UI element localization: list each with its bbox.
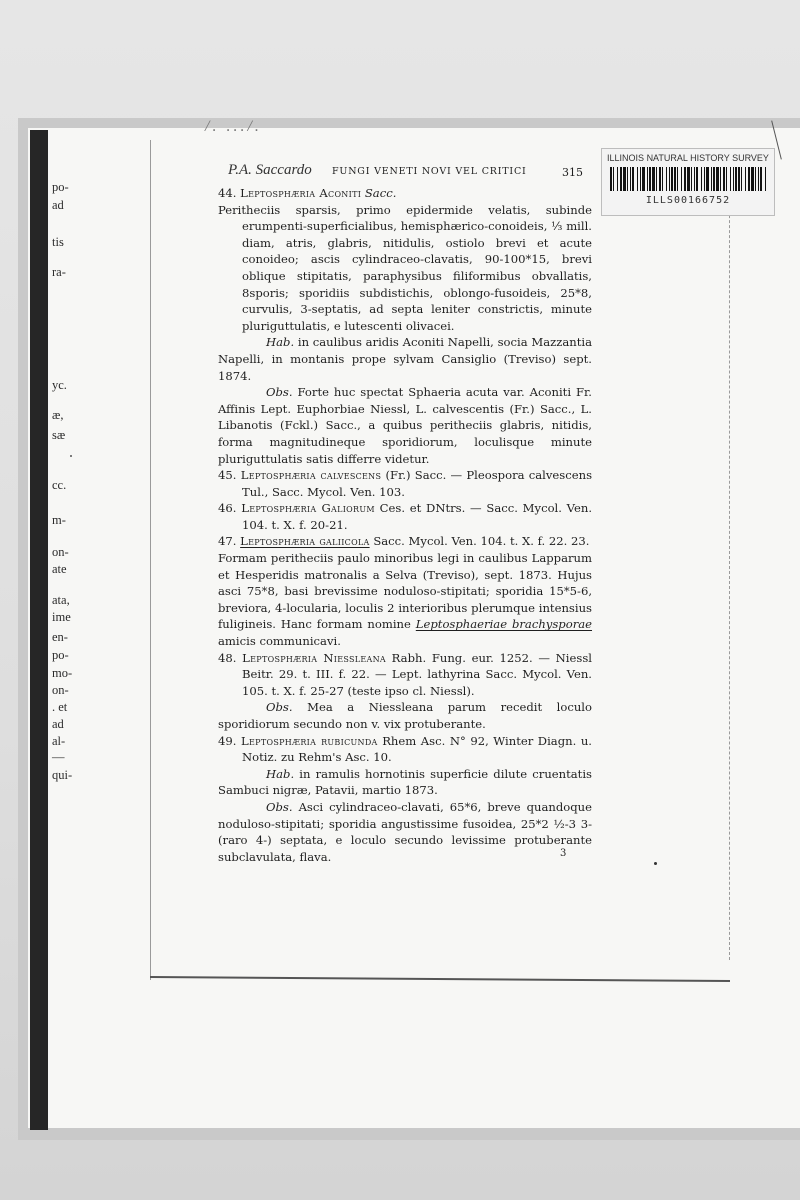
margin-fragment: ata, (52, 593, 70, 607)
label-catalog-id: ILLS00166752 (645, 195, 731, 206)
margin-fragment: æ, (52, 408, 64, 422)
species-name: Leptosphæria Aconiti (240, 186, 362, 200)
entry-text: amicis communicavi. (218, 634, 341, 649)
top-pencil-scribble: /. .../. (205, 118, 262, 135)
obs-label: Obs. (266, 700, 293, 715)
handwritten-author: P.A. Saccardo (228, 162, 312, 178)
entry-44-observation (218, 384, 592, 467)
entry-48 (218, 650, 592, 700)
entry-text: Sacc. Mycol. Ven. 104. t. X. f. 22. 23. (373, 534, 590, 549)
entry-number: 46. (218, 501, 237, 516)
entry-44-habitat (218, 334, 592, 384)
label-institution: ILLINOIS NATURAL HISTORY SURVEY (607, 153, 769, 163)
entry-text: (Fr.) Sacc. — Pleospora calvescens Tul., Sacc. Mycol. Ven. 103. (242, 468, 593, 499)
entry-number: 47. (218, 534, 237, 549)
entry-text: Ces. et DNtrs. — Sacc. Mycol. Ven. 104. t. X. f. 20-21. (242, 501, 593, 532)
margin-fragment: ra- (52, 265, 66, 279)
running-title: FUNGI VENETI NOVI VEL CRITICI (332, 166, 527, 177)
hab-text: in ramulis hornotinis superficie dilute cruentatis Sambuci nigræ, Patavii, martio 1873. (218, 766, 593, 798)
species-name: Leptosphæria Niessleana (242, 650, 386, 665)
entry-number: 45. (218, 468, 237, 483)
margin-fragment: cc. (52, 478, 67, 492)
page-text (218, 185, 592, 865)
column-divider (150, 140, 151, 980)
margin-fragment: al- (52, 734, 66, 748)
entry-46 (218, 500, 592, 533)
entry-47-description (218, 550, 592, 650)
authority: Sacc. (364, 186, 397, 200)
species-name: Leptosphæria galiicola (240, 534, 370, 549)
margin-fragment: — (52, 750, 65, 764)
species-name: Leptosphæria Galiorum (241, 501, 375, 516)
obs-label: Obs. (266, 799, 293, 814)
entry-text: Rabh. Fung. eur. 1252. — Niessl Beitr. 29. t. III. f. 22. — Lept. lathyrina Sacc. Mycol. Ven. 105. t. X. f. 25-27 (teste ipso cl. Niessl). (242, 650, 592, 698)
right-cut-line (729, 180, 730, 960)
signature-mark: 3 (560, 848, 567, 859)
margin-fragment: po- (52, 180, 69, 194)
ink-dot (70, 455, 72, 457)
margin-fragment: . et (52, 700, 68, 714)
margin-fragment: on- (52, 683, 69, 697)
hab-label: Hab. (266, 766, 295, 781)
ink-dot (654, 862, 657, 865)
entry-number: 48. (218, 650, 237, 665)
obs-text: Asci cylindraceo-clavati, 65*6, breve quandoque noduloso-stipitati; sporidia angustissime fusoidea, 25*2 ½-3 3-(raro 4-) septata, e loculo secundo levissime protuberante subclavulata, flava. (218, 799, 592, 864)
margin-fragment: po- (52, 648, 69, 662)
entry-45 (218, 467, 592, 500)
entry-49-habitat (218, 766, 592, 799)
species-name: Leptosphæria rubicunda (241, 733, 378, 748)
margin-fragment: on- (52, 545, 69, 559)
entry-47 (218, 533, 592, 550)
margin-fragment: yc. (52, 378, 67, 392)
entry-text: Formam peritheciis paulo minoribus legi in caulibus Lapparum et Hesperidis matronalis a Selva (Treviso), sept. 1873. Hujus asci 75*8, basi brevissime noduloso-stipitati; sporidia 15*5-6, breviora, 4-locularia, loculis 2 interioribus plerumque intensius fuligineis. Hanc formam nomine (218, 551, 592, 632)
margin-fragment: ate (52, 562, 67, 576)
entry-number: 49. (218, 733, 237, 748)
page-header (228, 162, 588, 184)
margin-fragment: m- (52, 513, 66, 527)
margin-fragment: sæ (52, 428, 66, 442)
specimen-label (601, 148, 775, 216)
hab-text: in caulibus aridis Aconiti Napelli, socia Mazzantia Napelli, in montanis prope sylvam Cansiglio (Treviso) sept. 1874. (218, 335, 592, 383)
margin-fragment: ime (52, 610, 71, 624)
obs-label: Obs. (266, 385, 293, 400)
barcode (610, 167, 766, 191)
entry-49 (218, 733, 592, 766)
entry-44-heading (218, 185, 592, 202)
margin-fragment: qui- (52, 768, 73, 782)
page-number: 315 (562, 166, 583, 179)
margin-fragment: ad (52, 198, 64, 212)
species-name: Leptosphæria calvescens (240, 468, 382, 483)
hab-label: Hab. (266, 335, 295, 350)
margin-fragment: mo- (52, 666, 73, 680)
binding-edge (30, 130, 48, 1130)
margin-fragment: en- (52, 630, 68, 644)
obs-text: Mea a Niessleana parum recedit loculo sporidiorum secundo non v. vix protuberante. (218, 700, 592, 731)
margin-fragment: tis (52, 235, 64, 249)
entry-text: Rhem Asc. N° 92, Winter Diagn. u. Notiz. zu Rehm's Asc. 10. (242, 733, 592, 765)
entry-number: 44. (218, 186, 237, 200)
entry-48-observation (218, 699, 592, 732)
obs-text: Forte huc spectat Sphaeria acuta var. Aconiti Fr. Affinis Lept. Euphorbiae Niessl, L. calvescentis (Fr.) Sacc., L. Libanotis (Fckl.) Sacc., a quibus peritheciis glabris, nitidis, forma magnitudineque sporidiorum, loculisque minute pluriguttulatis satis differre videtur. (218, 385, 592, 466)
underlined-name: Leptosphaeriae brachysporae (415, 617, 593, 632)
entry-49-observation (218, 799, 592, 865)
entry-44-description: Peritheciis sparsis, primo epidermide velatis, subinde erumpenti-superficialibus, hemisphærico-conoideis, ⅓ mill. diam, atris, glabris, nitidulis, ostiolo brevi et acute conoideo; ascis cylindraceo-clavatis, 90-100*15, brevi oblique stipitatis, paraphysibus filiformibus obvallatis, 8sporis; sporidiis subdistichis, oblongo-fusoideis, 25*8, curvulis, 3-septatis, ad septa leniter constrictis, minute pluriguttulatis, e lutescenti olivacei. (218, 202, 592, 333)
margin-fragment: ad (52, 717, 64, 731)
